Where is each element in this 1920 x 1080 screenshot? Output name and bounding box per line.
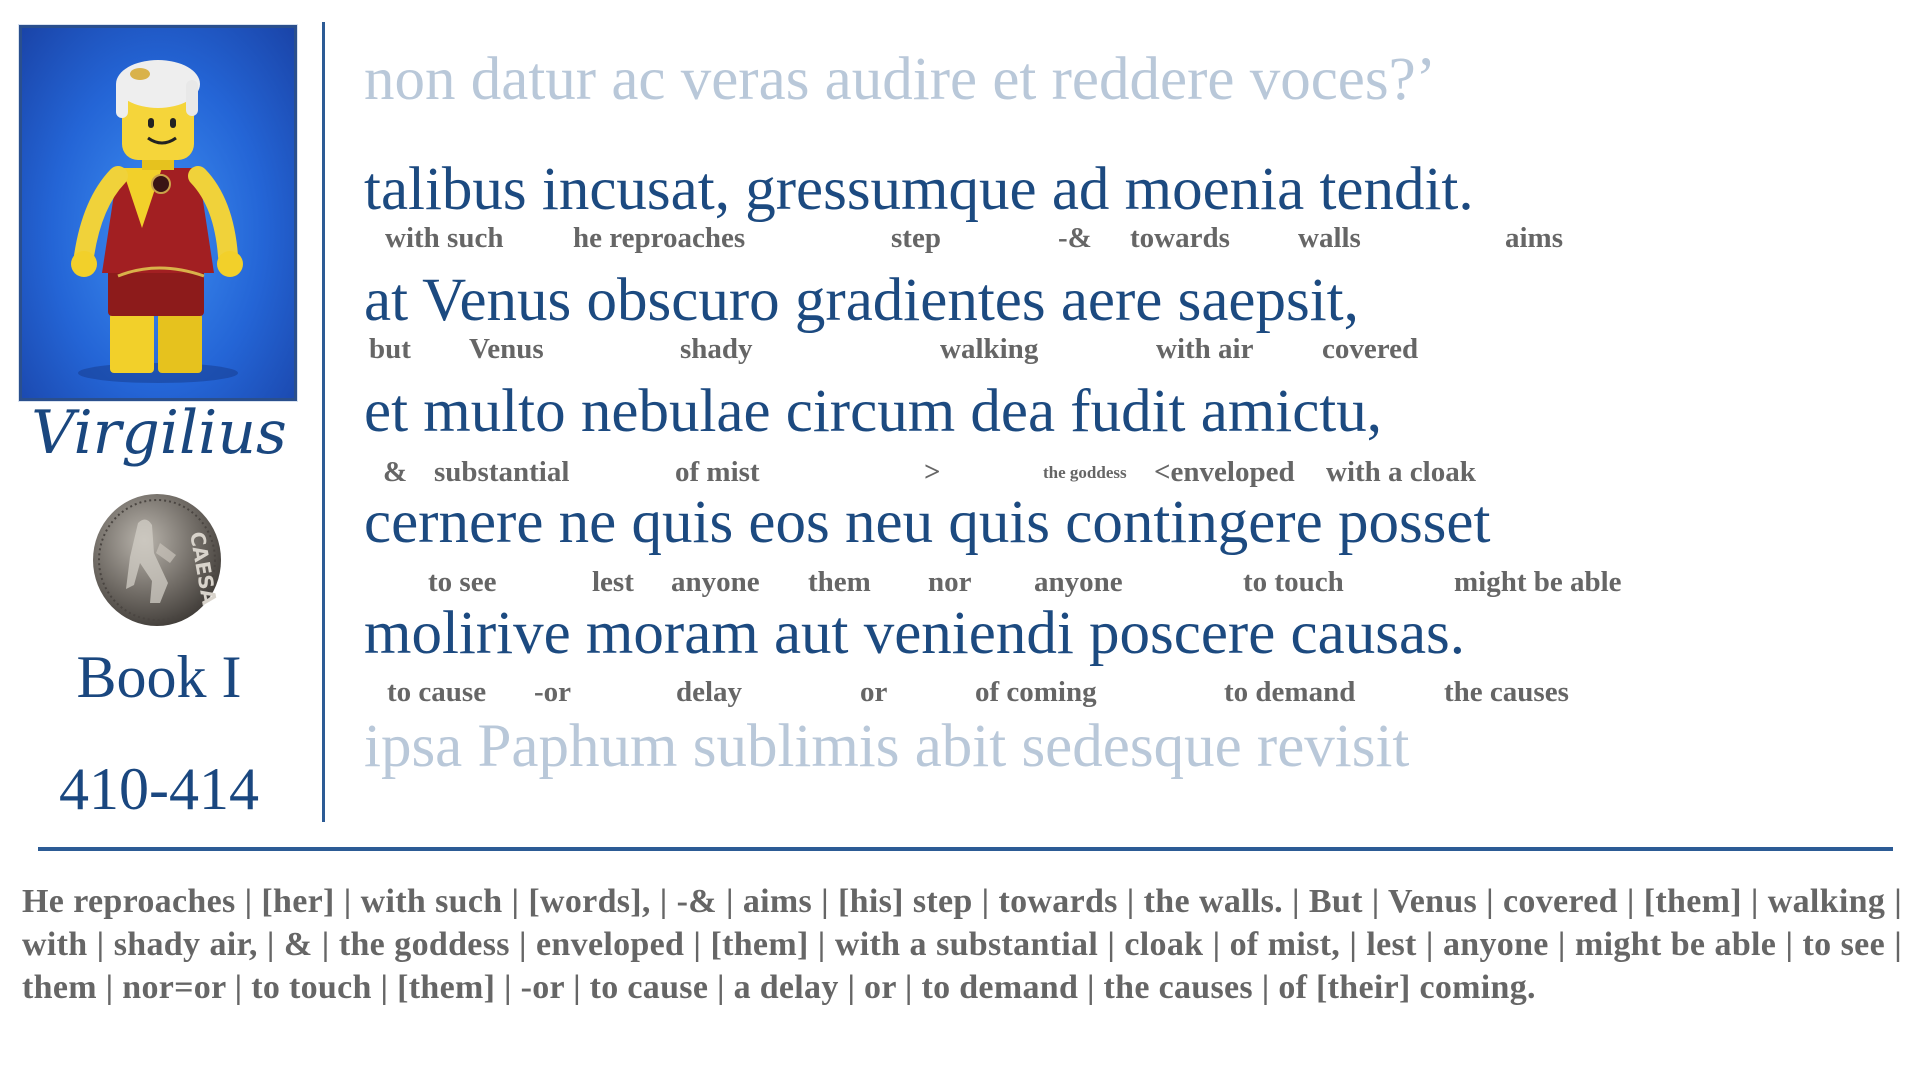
english-translation: He reproaches | [her] | with such | [words], | -& | aims | [his] step | towards | the walls. | But | Venus | covered | [them] | walking | with | shady air, | & | the goddess | enveloped | [them] | with a substantial | cloak | of mist, | lest | anyone | might be able | to see | them | nor=or | to touch | [them] | -or | to cause | a delay | or | to demand | the causes | of [their] coming. [22, 883, 1902, 1006]
gloss-word: the goddess [1043, 463, 1127, 482]
gloss-word: but [369, 333, 411, 365]
gloss-word: with air [1156, 333, 1254, 365]
gloss-word: to touch [1243, 566, 1344, 598]
gloss-word: step [891, 222, 941, 254]
gloss-word: -or [534, 676, 572, 708]
gloss-word: <enveloped [1154, 456, 1295, 488]
gloss-word: might be able [1454, 566, 1622, 598]
gloss-word: walls [1298, 222, 1361, 254]
gloss-word: shady [680, 333, 753, 365]
gloss-word: with a cloak [1326, 456, 1476, 488]
gloss-word: towards [1130, 222, 1230, 254]
verse-line-413: cernere ne quis eos neu quis contingere posset [364, 489, 1491, 556]
vertical-divider [322, 22, 325, 822]
gloss-word: nor [928, 566, 972, 598]
horizontal-divider [38, 847, 1893, 851]
gloss-word: with such [385, 222, 504, 254]
gloss-word: anyone [671, 566, 760, 598]
book-label: Book I [76, 644, 242, 710]
gloss-word: > [924, 456, 941, 488]
previous-verse-line: non datur ac veras audire et reddere voces?’ [364, 46, 1436, 113]
gloss-word: walking [940, 333, 1039, 365]
verse-line-411: at Venus obscuro gradientes aere saepsit, [364, 267, 1359, 334]
gloss-word: lest [592, 566, 634, 598]
gloss-word: of coming [975, 676, 1097, 708]
gloss-word: the causes [1444, 676, 1569, 708]
gloss-word: of mist [675, 456, 760, 488]
gloss-word: to see [428, 566, 497, 598]
gloss-word: & [383, 456, 408, 488]
verse-line-414: molirive moram aut veniendi poscere causas. [364, 600, 1466, 667]
verse-line-410: talibus incusat, gressumque ad moenia tendit. [364, 156, 1474, 223]
gloss-word: to demand [1224, 676, 1356, 708]
gloss-word: to cause [387, 676, 487, 708]
gloss-word: -& [1058, 222, 1092, 254]
coin-inscription: CAESA [185, 529, 222, 607]
gloss-word: delay [676, 676, 743, 708]
verse-line-412: et multo nebulae circum dea fudit amictu, [364, 378, 1382, 445]
gloss-word: or [860, 676, 888, 708]
lego-roman-figure-icon [22, 28, 294, 398]
next-verse-line: ipsa Paphum sublimis abit sedesque revisit [364, 713, 1410, 780]
poet-figure-image [19, 25, 297, 401]
gloss-word: aims [1505, 222, 1563, 254]
gloss-word: he reproaches [573, 222, 746, 254]
gloss-word: anyone [1034, 566, 1123, 598]
gloss-word: covered [1322, 333, 1419, 365]
author-name: Virgilius [31, 398, 287, 468]
gloss-word: them [808, 566, 871, 598]
gloss-word: Venus [469, 333, 544, 365]
gloss-word: substantial [434, 456, 570, 488]
line-range: 410-414 [59, 756, 259, 822]
roman-coin-icon [90, 493, 224, 627]
